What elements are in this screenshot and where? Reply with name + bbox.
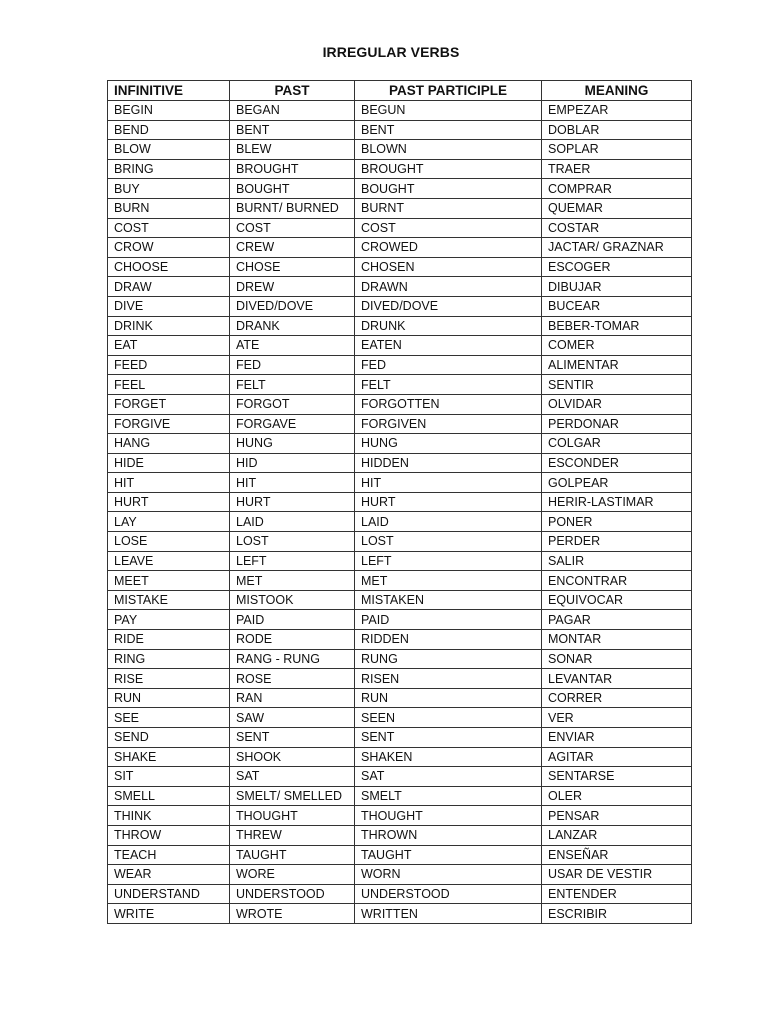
infinitive-cell: UNDERSTAND: [108, 884, 230, 904]
past-cell: BEGAN: [230, 101, 355, 121]
meaning-cell: PONER: [542, 512, 692, 532]
meaning-cell: QUEMAR: [542, 198, 692, 218]
meaning-cell: USAR DE VESTIR: [542, 865, 692, 885]
meaning-cell: ESCOGER: [542, 257, 692, 277]
past-cell: FELT: [230, 375, 355, 395]
meaning-cell: PERDER: [542, 532, 692, 552]
infinitive-cell: PAY: [108, 610, 230, 630]
infinitive-cell: BEGIN: [108, 101, 230, 121]
meaning-cell: TRAER: [542, 159, 692, 179]
table-row: [108, 140, 692, 160]
past-cell: SENT: [230, 728, 355, 748]
infinitive-cell: BURN: [108, 198, 230, 218]
document-title: IRREGULAR VERBS: [322, 44, 460, 60]
column-header-past: PAST: [230, 81, 355, 101]
past-cell: SAW: [230, 708, 355, 728]
past-participle-cell: CROWED: [355, 238, 542, 258]
past-participle-cell: WORN: [355, 865, 542, 885]
past-participle-cell: LOST: [355, 532, 542, 552]
past-participle-cell: HIDDEN: [355, 453, 542, 473]
past-cell: DREW: [230, 277, 355, 297]
meaning-cell: COSTAR: [542, 218, 692, 238]
meaning-cell: CORRER: [542, 688, 692, 708]
past-participle-cell: THROWN: [355, 825, 542, 845]
table-row: [108, 120, 692, 140]
past-cell: UNDERSTOOD: [230, 884, 355, 904]
past-cell: RAN: [230, 688, 355, 708]
table-row: [108, 257, 692, 277]
infinitive-cell: COST: [108, 218, 230, 238]
past-cell: SMELT/ SMELLED: [230, 786, 355, 806]
table-row: [108, 551, 692, 571]
meaning-cell: BEBER-TOMAR: [542, 316, 692, 336]
meaning-cell: GOLPEAR: [542, 473, 692, 493]
meaning-cell: OLER: [542, 786, 692, 806]
table-row: [108, 473, 692, 493]
infinitive-cell: LOSE: [108, 532, 230, 552]
past-participle-cell: CHOSEN: [355, 257, 542, 277]
past-cell: CHOSE: [230, 257, 355, 277]
past-participle-cell: FORGOTTEN: [355, 394, 542, 414]
past-cell: BLEW: [230, 140, 355, 160]
past-participle-cell: BEGUN: [355, 101, 542, 121]
infinitive-cell: SEND: [108, 728, 230, 748]
table-row: [108, 453, 692, 473]
past-cell: COST: [230, 218, 355, 238]
past-cell: BOUGHT: [230, 179, 355, 199]
past-participle-cell: SAT: [355, 767, 542, 787]
table-row: [108, 767, 692, 787]
infinitive-cell: SHAKE: [108, 747, 230, 767]
meaning-cell: DIBUJAR: [542, 277, 692, 297]
past-cell: LAID: [230, 512, 355, 532]
table-row: [108, 159, 692, 179]
past-participle-cell: SEEN: [355, 708, 542, 728]
past-participle-cell: PAID: [355, 610, 542, 630]
infinitive-cell: RING: [108, 649, 230, 669]
past-participle-cell: HUNG: [355, 434, 542, 454]
table-row: [108, 434, 692, 454]
past-cell: MET: [230, 571, 355, 591]
infinitive-cell: HANG: [108, 434, 230, 454]
past-participle-cell: THOUGHT: [355, 806, 542, 826]
past-cell: MISTOOK: [230, 590, 355, 610]
table-row: [108, 610, 692, 630]
table-row: [108, 394, 692, 414]
past-cell: HURT: [230, 492, 355, 512]
meaning-cell: EMPEZAR: [542, 101, 692, 121]
meaning-cell: OLVIDAR: [542, 394, 692, 414]
past-cell: WROTE: [230, 904, 355, 924]
infinitive-cell: RUN: [108, 688, 230, 708]
past-participle-cell: TAUGHT: [355, 845, 542, 865]
past-cell: FED: [230, 355, 355, 375]
table-row: [108, 238, 692, 258]
table-row: [108, 492, 692, 512]
meaning-cell: SOPLAR: [542, 140, 692, 160]
past-participle-cell: BOUGHT: [355, 179, 542, 199]
past-participle-cell: SHAKEN: [355, 747, 542, 767]
table-row: [108, 649, 692, 669]
past-cell: BROUGHT: [230, 159, 355, 179]
infinitive-cell: BEND: [108, 120, 230, 140]
past-cell: DRANK: [230, 316, 355, 336]
past-participle-cell: MET: [355, 571, 542, 591]
past-cell: THOUGHT: [230, 806, 355, 826]
infinitive-cell: LAY: [108, 512, 230, 532]
irregular-verbs-table: [107, 80, 692, 924]
infinitive-cell: EAT: [108, 336, 230, 356]
table-row: [108, 884, 692, 904]
past-participle-cell: COST: [355, 218, 542, 238]
infinitive-cell: BLOW: [108, 140, 230, 160]
infinitive-cell: WRITE: [108, 904, 230, 924]
infinitive-cell: HURT: [108, 492, 230, 512]
past-participle-cell: UNDERSTOOD: [355, 884, 542, 904]
infinitive-cell: FORGIVE: [108, 414, 230, 434]
infinitive-cell: BRING: [108, 159, 230, 179]
table-row: [108, 296, 692, 316]
past-cell: HID: [230, 453, 355, 473]
meaning-cell: COMPRAR: [542, 179, 692, 199]
past-participle-cell: DIVED/DOVE: [355, 296, 542, 316]
past-participle-cell: DRAWN: [355, 277, 542, 297]
past-cell: BURNT/ BURNED: [230, 198, 355, 218]
meaning-cell: ALIMENTAR: [542, 355, 692, 375]
infinitive-cell: TEACH: [108, 845, 230, 865]
table-row: [108, 179, 692, 199]
table-row: [108, 688, 692, 708]
infinitive-cell: FEEL: [108, 375, 230, 395]
infinitive-cell: DRAW: [108, 277, 230, 297]
table-row: [108, 865, 692, 885]
table-row: [108, 198, 692, 218]
infinitive-cell: FORGET: [108, 394, 230, 414]
column-header-meaning: MEANING: [542, 81, 692, 101]
infinitive-cell: LEAVE: [108, 551, 230, 571]
meaning-cell: DOBLAR: [542, 120, 692, 140]
table-row: [108, 904, 692, 924]
past-cell: RANG - RUNG: [230, 649, 355, 669]
meaning-cell: VER: [542, 708, 692, 728]
past-cell: BENT: [230, 120, 355, 140]
table-body: [108, 101, 692, 924]
infinitive-cell: CROW: [108, 238, 230, 258]
past-participle-cell: HIT: [355, 473, 542, 493]
meaning-cell: BUCEAR: [542, 296, 692, 316]
table-row: [108, 747, 692, 767]
infinitive-cell: CHOOSE: [108, 257, 230, 277]
past-cell: HIT: [230, 473, 355, 493]
table-row: [108, 708, 692, 728]
past-cell: WORE: [230, 865, 355, 885]
past-participle-cell: RIDDEN: [355, 630, 542, 650]
past-participle-cell: LEFT: [355, 551, 542, 571]
past-participle-cell: FELT: [355, 375, 542, 395]
meaning-cell: LEVANTAR: [542, 669, 692, 689]
past-participle-cell: DRUNK: [355, 316, 542, 336]
table-row: [108, 786, 692, 806]
table-row: [108, 101, 692, 121]
past-cell: PAID: [230, 610, 355, 630]
table-header-row: [108, 81, 692, 101]
meaning-cell: ENSEÑAR: [542, 845, 692, 865]
table-row: [108, 512, 692, 532]
past-cell: THREW: [230, 825, 355, 845]
past-cell: ROSE: [230, 669, 355, 689]
past-participle-cell: HURT: [355, 492, 542, 512]
meaning-cell: COMER: [542, 336, 692, 356]
past-participle-cell: BLOWN: [355, 140, 542, 160]
past-cell: SHOOK: [230, 747, 355, 767]
meaning-cell: LANZAR: [542, 825, 692, 845]
past-participle-cell: SMELT: [355, 786, 542, 806]
meaning-cell: PERDONAR: [542, 414, 692, 434]
past-cell: DIVED/DOVE: [230, 296, 355, 316]
column-header-infinitive: INFINITIVE: [108, 81, 230, 101]
table-row: [108, 375, 692, 395]
meaning-cell: MONTAR: [542, 630, 692, 650]
past-cell: LEFT: [230, 551, 355, 571]
past-cell: LOST: [230, 532, 355, 552]
infinitive-cell: SIT: [108, 767, 230, 787]
table-row: [108, 355, 692, 375]
past-cell: ATE: [230, 336, 355, 356]
meaning-cell: SALIR: [542, 551, 692, 571]
past-cell: FORGOT: [230, 394, 355, 414]
infinitive-cell: MEET: [108, 571, 230, 591]
past-participle-cell: MISTAKEN: [355, 590, 542, 610]
past-participle-cell: LAID: [355, 512, 542, 532]
table-row: [108, 316, 692, 336]
table-row: [108, 806, 692, 826]
meaning-cell: JACTAR/ GRAZNAR: [542, 238, 692, 258]
meaning-cell: ESCRIBIR: [542, 904, 692, 924]
infinitive-cell: WEAR: [108, 865, 230, 885]
meaning-cell: EQUIVOCAR: [542, 590, 692, 610]
past-participle-cell: EATEN: [355, 336, 542, 356]
infinitive-cell: BUY: [108, 179, 230, 199]
past-participle-cell: BROUGHT: [355, 159, 542, 179]
infinitive-cell: THINK: [108, 806, 230, 826]
table-row: [108, 277, 692, 297]
meaning-cell: PAGAR: [542, 610, 692, 630]
meaning-cell: SONAR: [542, 649, 692, 669]
past-cell: TAUGHT: [230, 845, 355, 865]
past-participle-cell: RUN: [355, 688, 542, 708]
table-row: [108, 845, 692, 865]
column-header-past-participle: PAST PARTICIPLE: [355, 81, 542, 101]
table-row: [108, 571, 692, 591]
table-row: [108, 728, 692, 748]
past-participle-cell: RISEN: [355, 669, 542, 689]
meaning-cell: PENSAR: [542, 806, 692, 826]
past-participle-cell: FED: [355, 355, 542, 375]
table-row: [108, 630, 692, 650]
past-cell: FORGAVE: [230, 414, 355, 434]
table-row: [108, 532, 692, 552]
infinitive-cell: RISE: [108, 669, 230, 689]
infinitive-cell: MISTAKE: [108, 590, 230, 610]
past-cell: RODE: [230, 630, 355, 650]
table-row: [108, 590, 692, 610]
past-participle-cell: BENT: [355, 120, 542, 140]
meaning-cell: COLGAR: [542, 434, 692, 454]
meaning-cell: SENTARSE: [542, 767, 692, 787]
past-cell: HUNG: [230, 434, 355, 454]
infinitive-cell: SMELL: [108, 786, 230, 806]
meaning-cell: AGITAR: [542, 747, 692, 767]
infinitive-cell: THROW: [108, 825, 230, 845]
meaning-cell: ESCONDER: [542, 453, 692, 473]
infinitive-cell: SEE: [108, 708, 230, 728]
table-row: [108, 825, 692, 845]
table-row: [108, 336, 692, 356]
past-participle-cell: RUNG: [355, 649, 542, 669]
meaning-cell: ENCONTRAR: [542, 571, 692, 591]
infinitive-cell: FEED: [108, 355, 230, 375]
infinitive-cell: HIDE: [108, 453, 230, 473]
past-participle-cell: SENT: [355, 728, 542, 748]
meaning-cell: HERIR-LASTIMAR: [542, 492, 692, 512]
past-cell: SAT: [230, 767, 355, 787]
past-participle-cell: FORGIVEN: [355, 414, 542, 434]
infinitive-cell: RIDE: [108, 630, 230, 650]
past-participle-cell: BURNT: [355, 198, 542, 218]
meaning-cell: ENTENDER: [542, 884, 692, 904]
infinitive-cell: DRINK: [108, 316, 230, 336]
table-row: [108, 669, 692, 689]
table-row: [108, 414, 692, 434]
infinitive-cell: HIT: [108, 473, 230, 493]
infinitive-cell: DIVE: [108, 296, 230, 316]
table-row: [108, 218, 692, 238]
meaning-cell: ENVIAR: [542, 728, 692, 748]
past-cell: CREW: [230, 238, 355, 258]
past-participle-cell: WRITTEN: [355, 904, 542, 924]
meaning-cell: SENTIR: [542, 375, 692, 395]
